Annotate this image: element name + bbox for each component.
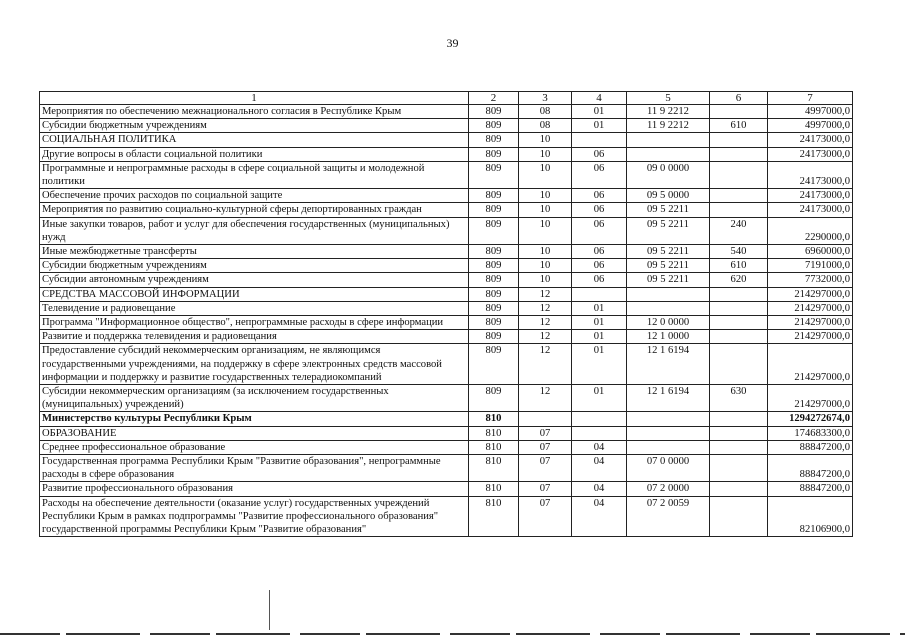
budget-item-name: СОЦИАЛЬНАЯ ПОЛИТИКА — [40, 133, 469, 147]
column-header: 1 — [40, 92, 469, 105]
section-code: 12 — [519, 385, 572, 412]
table-row — [40, 119, 853, 133]
gov-body-code: 809 — [469, 344, 519, 385]
expense-type-code — [710, 455, 768, 482]
subsection-code: 06 — [572, 147, 627, 161]
amount-value: 82106900,0 — [768, 496, 853, 537]
section-code: 12 — [519, 316, 572, 330]
budget-item-name: Развитие и поддержка телевидения и радиовещания — [40, 330, 469, 344]
budget-item-name: Расходы на обеспечение деятельности (оказание услуг) государственных учреждений Республики Крым в рамках подпрограммы "Развитие профессионального образования" государственной программы Республики Крым "Развитие образования" — [40, 496, 469, 537]
table-row — [40, 440, 853, 454]
table-row — [40, 147, 853, 161]
table-row — [40, 273, 853, 287]
gov-body-code: 809 — [469, 259, 519, 273]
subsection-code: 04 — [572, 440, 627, 454]
subsection-code: 01 — [572, 316, 627, 330]
target-item-code — [627, 147, 710, 161]
expense-type-code — [710, 412, 768, 426]
budget-item-name: Телевидение и радиовещание — [40, 301, 469, 315]
budget-item-name: Программа "Информационное общество", непрограммные расходы в сфере информации — [40, 316, 469, 330]
expense-type-code — [710, 496, 768, 537]
expense-type-code: 610 — [710, 259, 768, 273]
gov-body-code: 809 — [469, 105, 519, 119]
budget-item-name: Мероприятия по развитию социально-культурной сферы депортированных граждан — [40, 203, 469, 217]
target-item-code — [627, 301, 710, 315]
budget-item-name: Мероприятия по обеспечению межнационального согласия в Республике Крым — [40, 105, 469, 119]
table-row — [40, 259, 853, 273]
subsection-code: 01 — [572, 105, 627, 119]
gov-body-code: 810 — [469, 412, 519, 426]
section-code: 12 — [519, 301, 572, 315]
target-item-code: 07 2 0059 — [627, 496, 710, 537]
gov-body-code: 810 — [469, 455, 519, 482]
budget-item-name: Предоставление субсидий некоммерческим организациям, не являющимся государственными учреждениями, на поддержку в сфере электронных средств массовой информации и поддержку и развитие государственных телерадиокомпаний — [40, 344, 469, 385]
amount-value: 24173000,0 — [768, 147, 853, 161]
table-row — [40, 217, 853, 244]
section-code: 12 — [519, 330, 572, 344]
target-item-code — [627, 426, 710, 440]
budget-item-name: Субсидии некоммерческим организациям (за исключением государственных (муниципальных) учреждений) — [40, 385, 469, 412]
section-code: 10 — [519, 273, 572, 287]
gov-body-code: 809 — [469, 119, 519, 133]
gov-body-code: 810 — [469, 426, 519, 440]
amount-value: 214297000,0 — [768, 316, 853, 330]
gov-body-code: 809 — [469, 316, 519, 330]
gov-body-code: 810 — [469, 496, 519, 537]
amount-value: 214297000,0 — [768, 330, 853, 344]
column-header: 5 — [627, 92, 710, 105]
table-row — [40, 426, 853, 440]
budget-item-name: Государственная программа Республики Крым "Развитие образования", непрограммные расходы в сфере образования — [40, 455, 469, 482]
target-item-code: 07 2 0000 — [627, 482, 710, 496]
table-row — [40, 496, 853, 537]
expense-type-code — [710, 344, 768, 385]
gov-body-code: 809 — [469, 161, 519, 188]
budget-item-name: Обеспечение прочих расходов по социальной защите — [40, 189, 469, 203]
expense-type-code — [710, 316, 768, 330]
amount-value: 214297000,0 — [768, 385, 853, 412]
table-row — [40, 482, 853, 496]
gov-body-code: 809 — [469, 287, 519, 301]
expense-type-code — [710, 301, 768, 315]
expense-type-code: 240 — [710, 217, 768, 244]
amount-value: 214297000,0 — [768, 301, 853, 315]
amount-value: 7191000,0 — [768, 259, 853, 273]
amount-value: 7732000,0 — [768, 273, 853, 287]
section-code: 07 — [519, 426, 572, 440]
table-header-row — [40, 92, 853, 105]
gov-body-code: 809 — [469, 147, 519, 161]
expense-type-code — [710, 133, 768, 147]
section-code: 10 — [519, 259, 572, 273]
amount-value: 214297000,0 — [768, 287, 853, 301]
expense-type-code: 620 — [710, 273, 768, 287]
subsection-code: 01 — [572, 385, 627, 412]
section-code: 10 — [519, 161, 572, 188]
target-item-code: 12 1 6194 — [627, 344, 710, 385]
gov-body-code: 810 — [469, 440, 519, 454]
section-code — [519, 412, 572, 426]
target-item-code — [627, 133, 710, 147]
subsection-code: 01 — [572, 344, 627, 385]
table-row — [40, 189, 853, 203]
target-item-code: 11 9 2212 — [627, 119, 710, 133]
budget-item-name: Министерство культуры Республики Крым — [40, 412, 469, 426]
section-code: 10 — [519, 189, 572, 203]
subsection-code — [572, 133, 627, 147]
target-item-code: 12 0 0000 — [627, 316, 710, 330]
target-item-code — [627, 440, 710, 454]
table-row — [40, 412, 853, 426]
table-row — [40, 330, 853, 344]
target-item-code: 11 9 2212 — [627, 105, 710, 119]
subsection-code: 06 — [572, 245, 627, 259]
gov-body-code: 809 — [469, 217, 519, 244]
gov-body-code: 809 — [469, 133, 519, 147]
expense-type-code — [710, 440, 768, 454]
target-item-code: 12 1 6194 — [627, 385, 710, 412]
expense-type-code — [710, 161, 768, 188]
gov-body-code: 809 — [469, 330, 519, 344]
gov-body-code: 809 — [469, 203, 519, 217]
amount-value: 24173000,0 — [768, 203, 853, 217]
gov-body-code: 809 — [469, 245, 519, 259]
table-row — [40, 287, 853, 301]
expense-type-code: 610 — [710, 119, 768, 133]
expense-type-code — [710, 203, 768, 217]
subsection-code: 01 — [572, 301, 627, 315]
expense-type-code — [710, 426, 768, 440]
bottom-scan-rule — [0, 633, 905, 635]
subsection-code — [572, 412, 627, 426]
amount-value: 24173000,0 — [768, 189, 853, 203]
target-item-code: 09 5 2211 — [627, 217, 710, 244]
gov-body-code: 809 — [469, 301, 519, 315]
amount-value: 24173000,0 — [768, 133, 853, 147]
budget-item-name: СРЕДСТВА МАССОВОЙ ИНФОРМАЦИИ — [40, 287, 469, 301]
amount-value: 88847200,0 — [768, 455, 853, 482]
target-item-code: 07 0 0000 — [627, 455, 710, 482]
section-code: 10 — [519, 203, 572, 217]
budget-item-name: Развитие профессионального образования — [40, 482, 469, 496]
section-code: 08 — [519, 119, 572, 133]
amount-value: 88847200,0 — [768, 440, 853, 454]
subsection-code: 04 — [572, 496, 627, 537]
subsection-code — [572, 287, 627, 301]
section-code: 10 — [519, 147, 572, 161]
subsection-code: 06 — [572, 273, 627, 287]
gov-body-code: 809 — [469, 273, 519, 287]
amount-value: 88847200,0 — [768, 482, 853, 496]
amount-value: 4997000,0 — [768, 105, 853, 119]
budget-table — [39, 91, 853, 537]
amount-value: 214297000,0 — [768, 344, 853, 385]
target-item-code: 09 5 2211 — [627, 245, 710, 259]
section-code: 12 — [519, 287, 572, 301]
target-item-code: 09 0 0000 — [627, 161, 710, 188]
subsection-code: 04 — [572, 482, 627, 496]
gov-body-code: 809 — [469, 385, 519, 412]
expense-type-code: 540 — [710, 245, 768, 259]
table-row — [40, 455, 853, 482]
column-header: 4 — [572, 92, 627, 105]
section-code: 07 — [519, 496, 572, 537]
section-code: 08 — [519, 105, 572, 119]
amount-value: 4997000,0 — [768, 119, 853, 133]
target-item-code: 09 5 2211 — [627, 259, 710, 273]
section-code: 10 — [519, 217, 572, 244]
subsection-code: 06 — [572, 259, 627, 273]
amount-value: 1294272674,0 — [768, 412, 853, 426]
target-item-code — [627, 412, 710, 426]
subsection-code: 06 — [572, 161, 627, 188]
column-header: 3 — [519, 92, 572, 105]
page-number: 39 — [446, 36, 459, 50]
expense-type-code — [710, 330, 768, 344]
amount-value: 6960000,0 — [768, 245, 853, 259]
section-code: 12 — [519, 344, 572, 385]
table-row — [40, 133, 853, 147]
expense-type-code — [710, 482, 768, 496]
expense-type-code — [710, 189, 768, 203]
budget-item-name: Программные и непрограммные расходы в сфере социальной защиты и молодежной политики — [40, 161, 469, 188]
subsection-code: 04 — [572, 455, 627, 482]
target-item-code — [627, 287, 710, 301]
subsection-code: 06 — [572, 217, 627, 244]
budget-item-name: Субсидии бюджетным учреждениям — [40, 119, 469, 133]
subsection-code: 06 — [572, 189, 627, 203]
budget-item-name: Субсидии бюджетным учреждениям — [40, 259, 469, 273]
budget-item-name: Иные межбюджетные трансферты — [40, 245, 469, 259]
table-row — [40, 344, 853, 385]
amount-value: 174683300,0 — [768, 426, 853, 440]
section-code: 10 — [519, 133, 572, 147]
table-row — [40, 316, 853, 330]
table-row — [40, 301, 853, 315]
section-code: 10 — [519, 245, 572, 259]
target-item-code: 09 5 2211 — [627, 203, 710, 217]
expense-type-code: 630 — [710, 385, 768, 412]
scan-artifact-line — [269, 590, 270, 630]
budget-item-name: Среднее профессиональное образование — [40, 440, 469, 454]
target-item-code: 12 1 0000 — [627, 330, 710, 344]
table-row — [40, 161, 853, 188]
subsection-code: 01 — [572, 119, 627, 133]
subsection-code — [572, 426, 627, 440]
section-code: 07 — [519, 455, 572, 482]
expense-type-code — [710, 147, 768, 161]
target-item-code: 09 5 2211 — [627, 273, 710, 287]
table-row — [40, 385, 853, 412]
table-row — [40, 203, 853, 217]
expense-type-code — [710, 287, 768, 301]
budget-item-name: Субсидии автономным учреждениям — [40, 273, 469, 287]
target-item-code: 09 5 0000 — [627, 189, 710, 203]
budget-item-name: Иные закупки товаров, работ и услуг для обеспечения государственных (муниципальных) нужд — [40, 217, 469, 244]
table-row — [40, 105, 853, 119]
expense-type-code — [710, 105, 768, 119]
budget-item-name: Другие вопросы в области социальной политики — [40, 147, 469, 161]
column-header: 7 — [768, 92, 853, 105]
gov-body-code: 810 — [469, 482, 519, 496]
subsection-code: 01 — [572, 330, 627, 344]
section-code: 07 — [519, 482, 572, 496]
amount-value: 24173000,0 — [768, 161, 853, 188]
table-row — [40, 245, 853, 259]
section-code: 07 — [519, 440, 572, 454]
budget-item-name: ОБРАЗОВАНИЕ — [40, 426, 469, 440]
column-header: 2 — [469, 92, 519, 105]
amount-value: 2290000,0 — [768, 217, 853, 244]
gov-body-code: 809 — [469, 189, 519, 203]
column-header: 6 — [710, 92, 768, 105]
subsection-code: 06 — [572, 203, 627, 217]
